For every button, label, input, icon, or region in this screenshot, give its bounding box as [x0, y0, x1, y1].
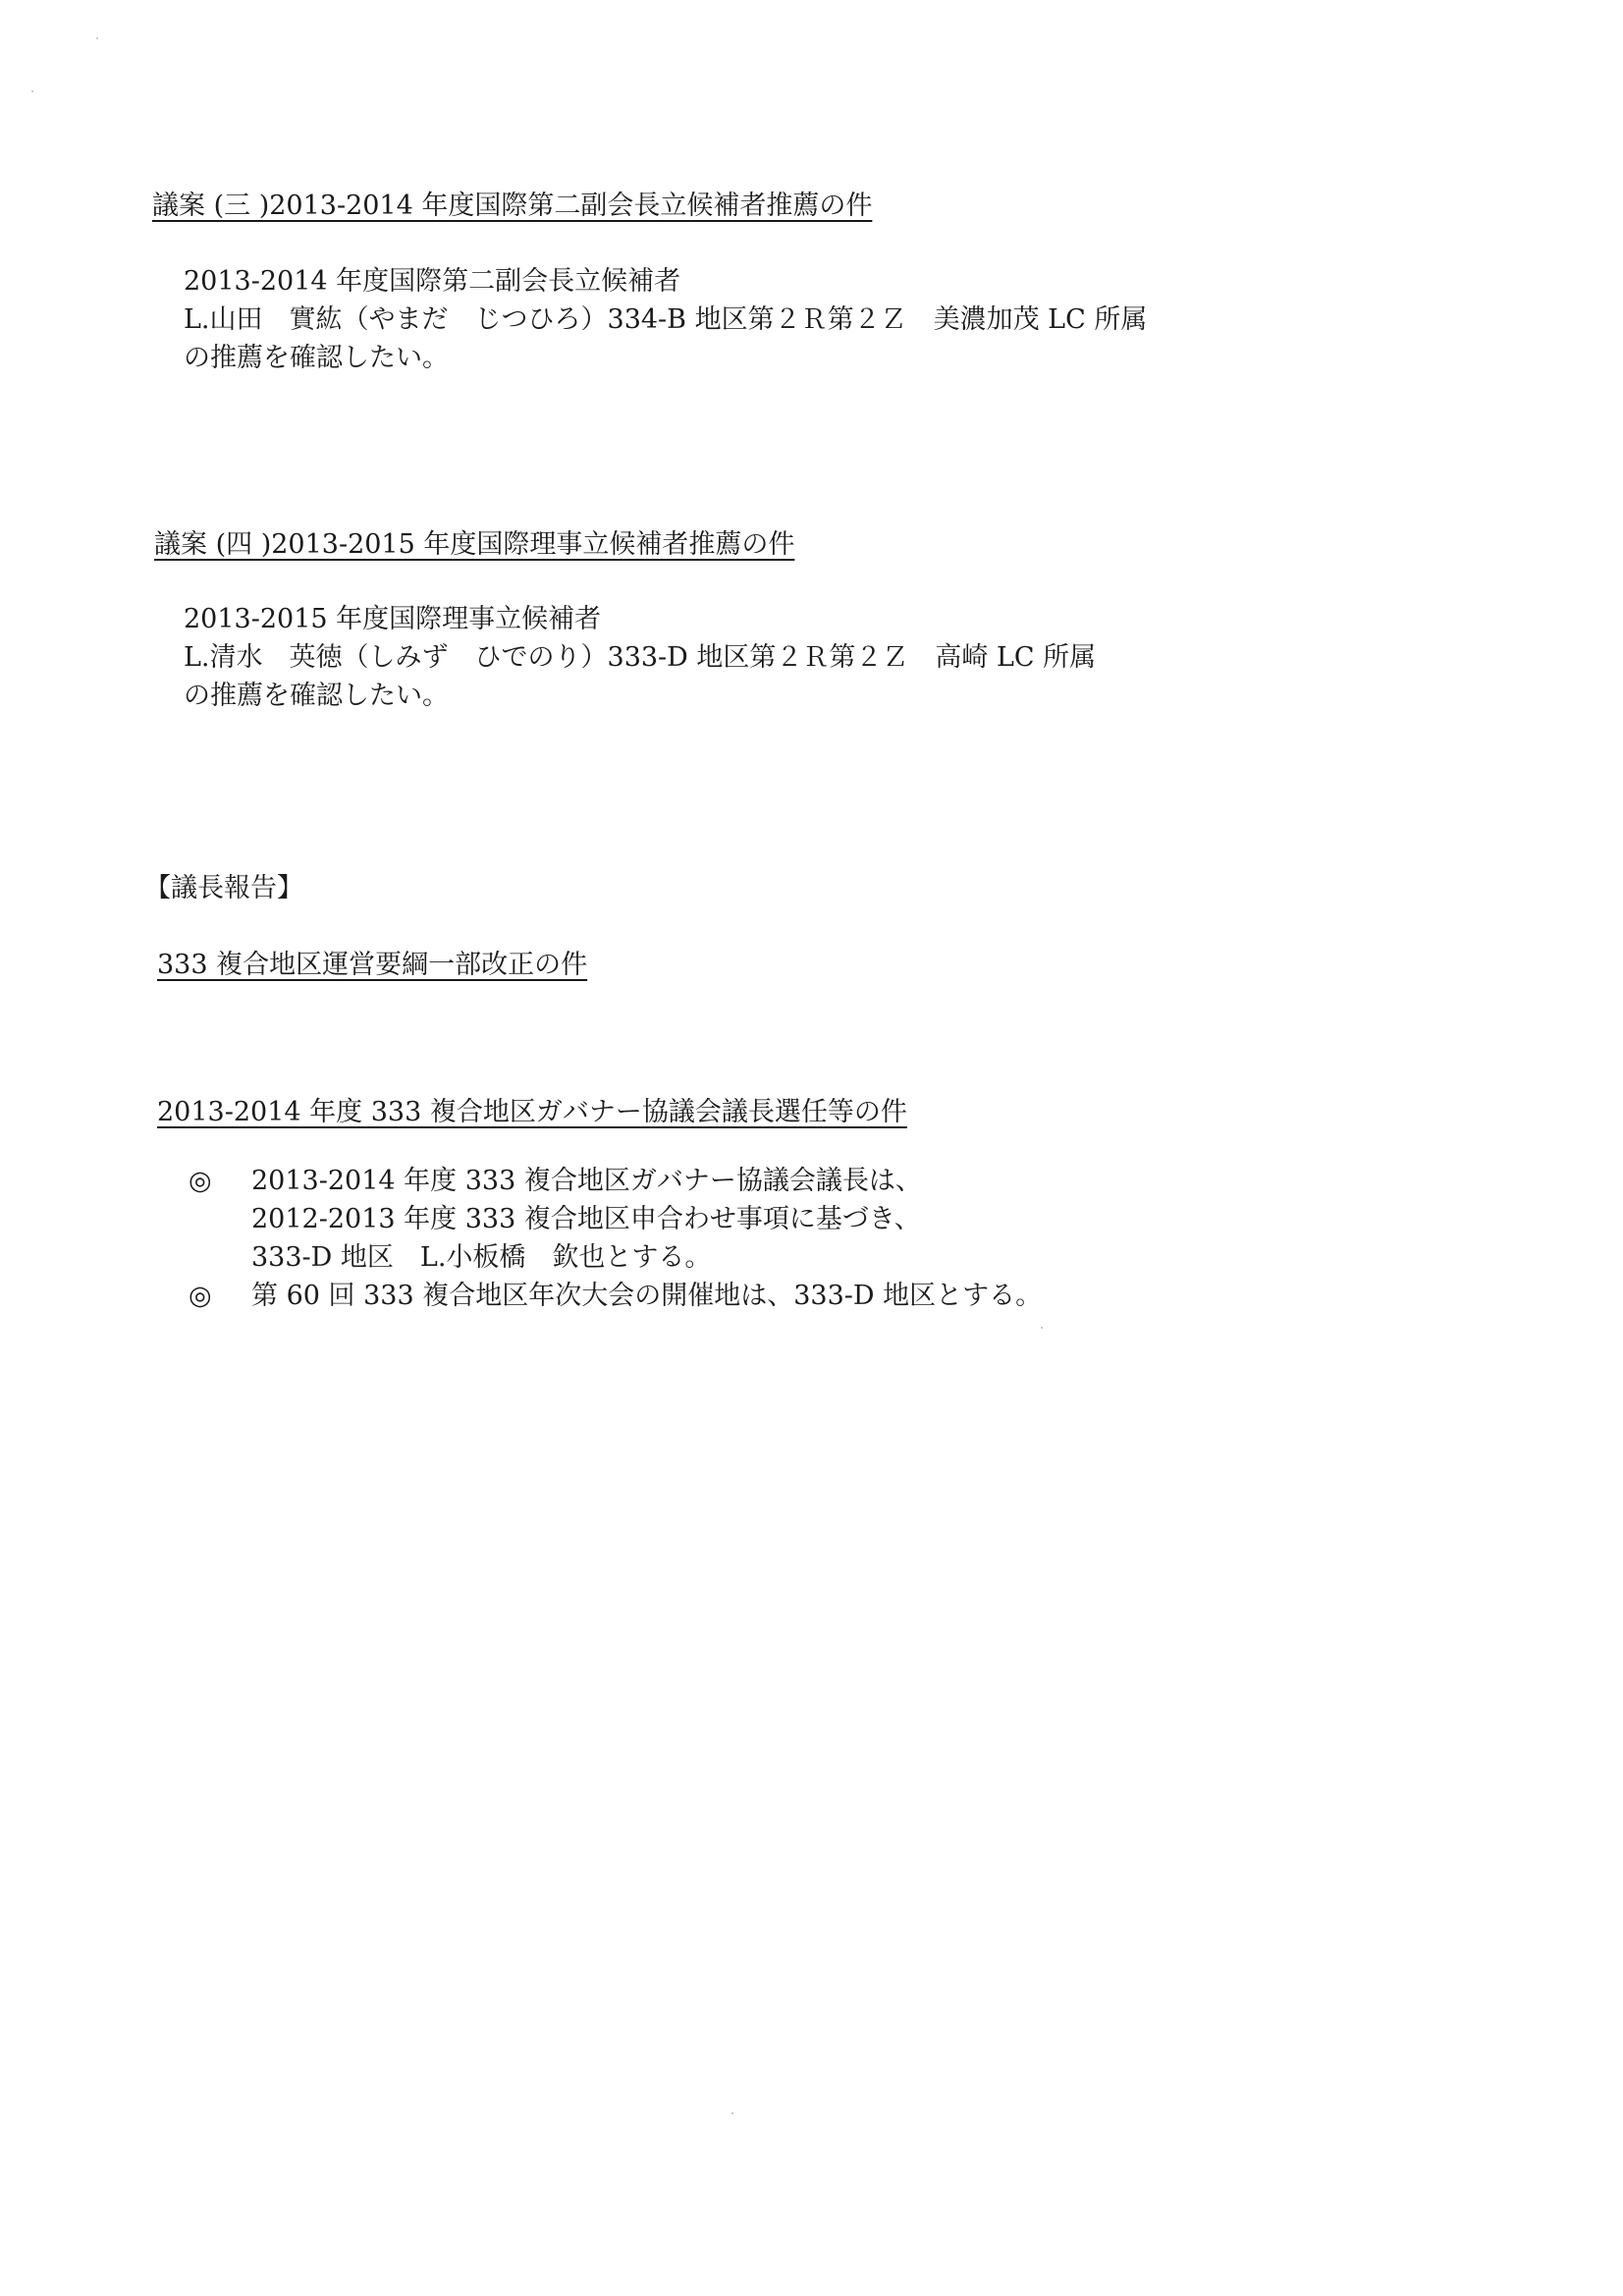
double-circle-icon: ◎ [189, 1281, 212, 1311]
scan-speck [1041, 1327, 1043, 1329]
agenda-4-body [184, 600, 1096, 715]
chair-report-bullet [189, 1277, 1042, 1315]
chair-report-bullet [189, 1162, 1042, 1277]
agenda-3-heading: 議案 (三 )2013-2014 年度国際第二副会長立候補者推薦の件 [152, 191, 873, 221]
scan-speck [96, 37, 98, 39]
agenda-3-line: の推薦を確認したい。 [184, 343, 449, 373]
chair-report-subheading-1: 333 複合地区運営要綱一部改正の件 [157, 950, 588, 980]
bullet-line: 第 60 回 333 複合地区年次大会の開催地は、333-D 地区とする。 [251, 1281, 1043, 1311]
bullet-text [251, 1162, 922, 1277]
agenda-4-line: L.清水 英徳（しみず ひでのり）333-D 地区第２Ｒ第２Ｚ 高崎 LC 所属 [184, 642, 1097, 673]
double-circle-icon: ◎ [189, 1166, 212, 1196]
bullet-line: 2013-2014 年度 333 複合地区ガバナー協議会議長は、 [251, 1166, 922, 1196]
agenda-3-body [184, 262, 1147, 377]
agenda-3-line: 2013-2014 年度国際第二副会長立候補者 [184, 266, 681, 297]
scan-speck [31, 90, 33, 92]
agenda-4-heading: 議案 (四 )2013-2015 年度国際理事立候補者推薦の件 [154, 529, 795, 560]
agenda-3-line: L.山田 實紘（やまだ じつひろ）334-B 地区第２Ｒ第２Ｚ 美濃加茂 LC 所属 [184, 304, 1148, 335]
chair-report-bullet-list [189, 1162, 1042, 1315]
chair-report-heading: 【議長報告】 [144, 873, 303, 903]
bullet-line: 2012-2013 年度 333 複合地区申合わせ事項に基づき、 [251, 1204, 921, 1234]
bullet-text [251, 1277, 1042, 1315]
agenda-4-line: の推薦を確認したい。 [184, 681, 449, 711]
scan-speck [731, 2112, 733, 2114]
agenda-4-line: 2013-2015 年度国際理事立候補者 [184, 604, 602, 634]
chair-report-subheading-2: 2013-2014 年度 333 複合地区ガバナー協議会議長選任等の件 [157, 1097, 907, 1127]
bullet-line: 333-D 地区 L.小板橋 欽也とする。 [251, 1242, 712, 1273]
